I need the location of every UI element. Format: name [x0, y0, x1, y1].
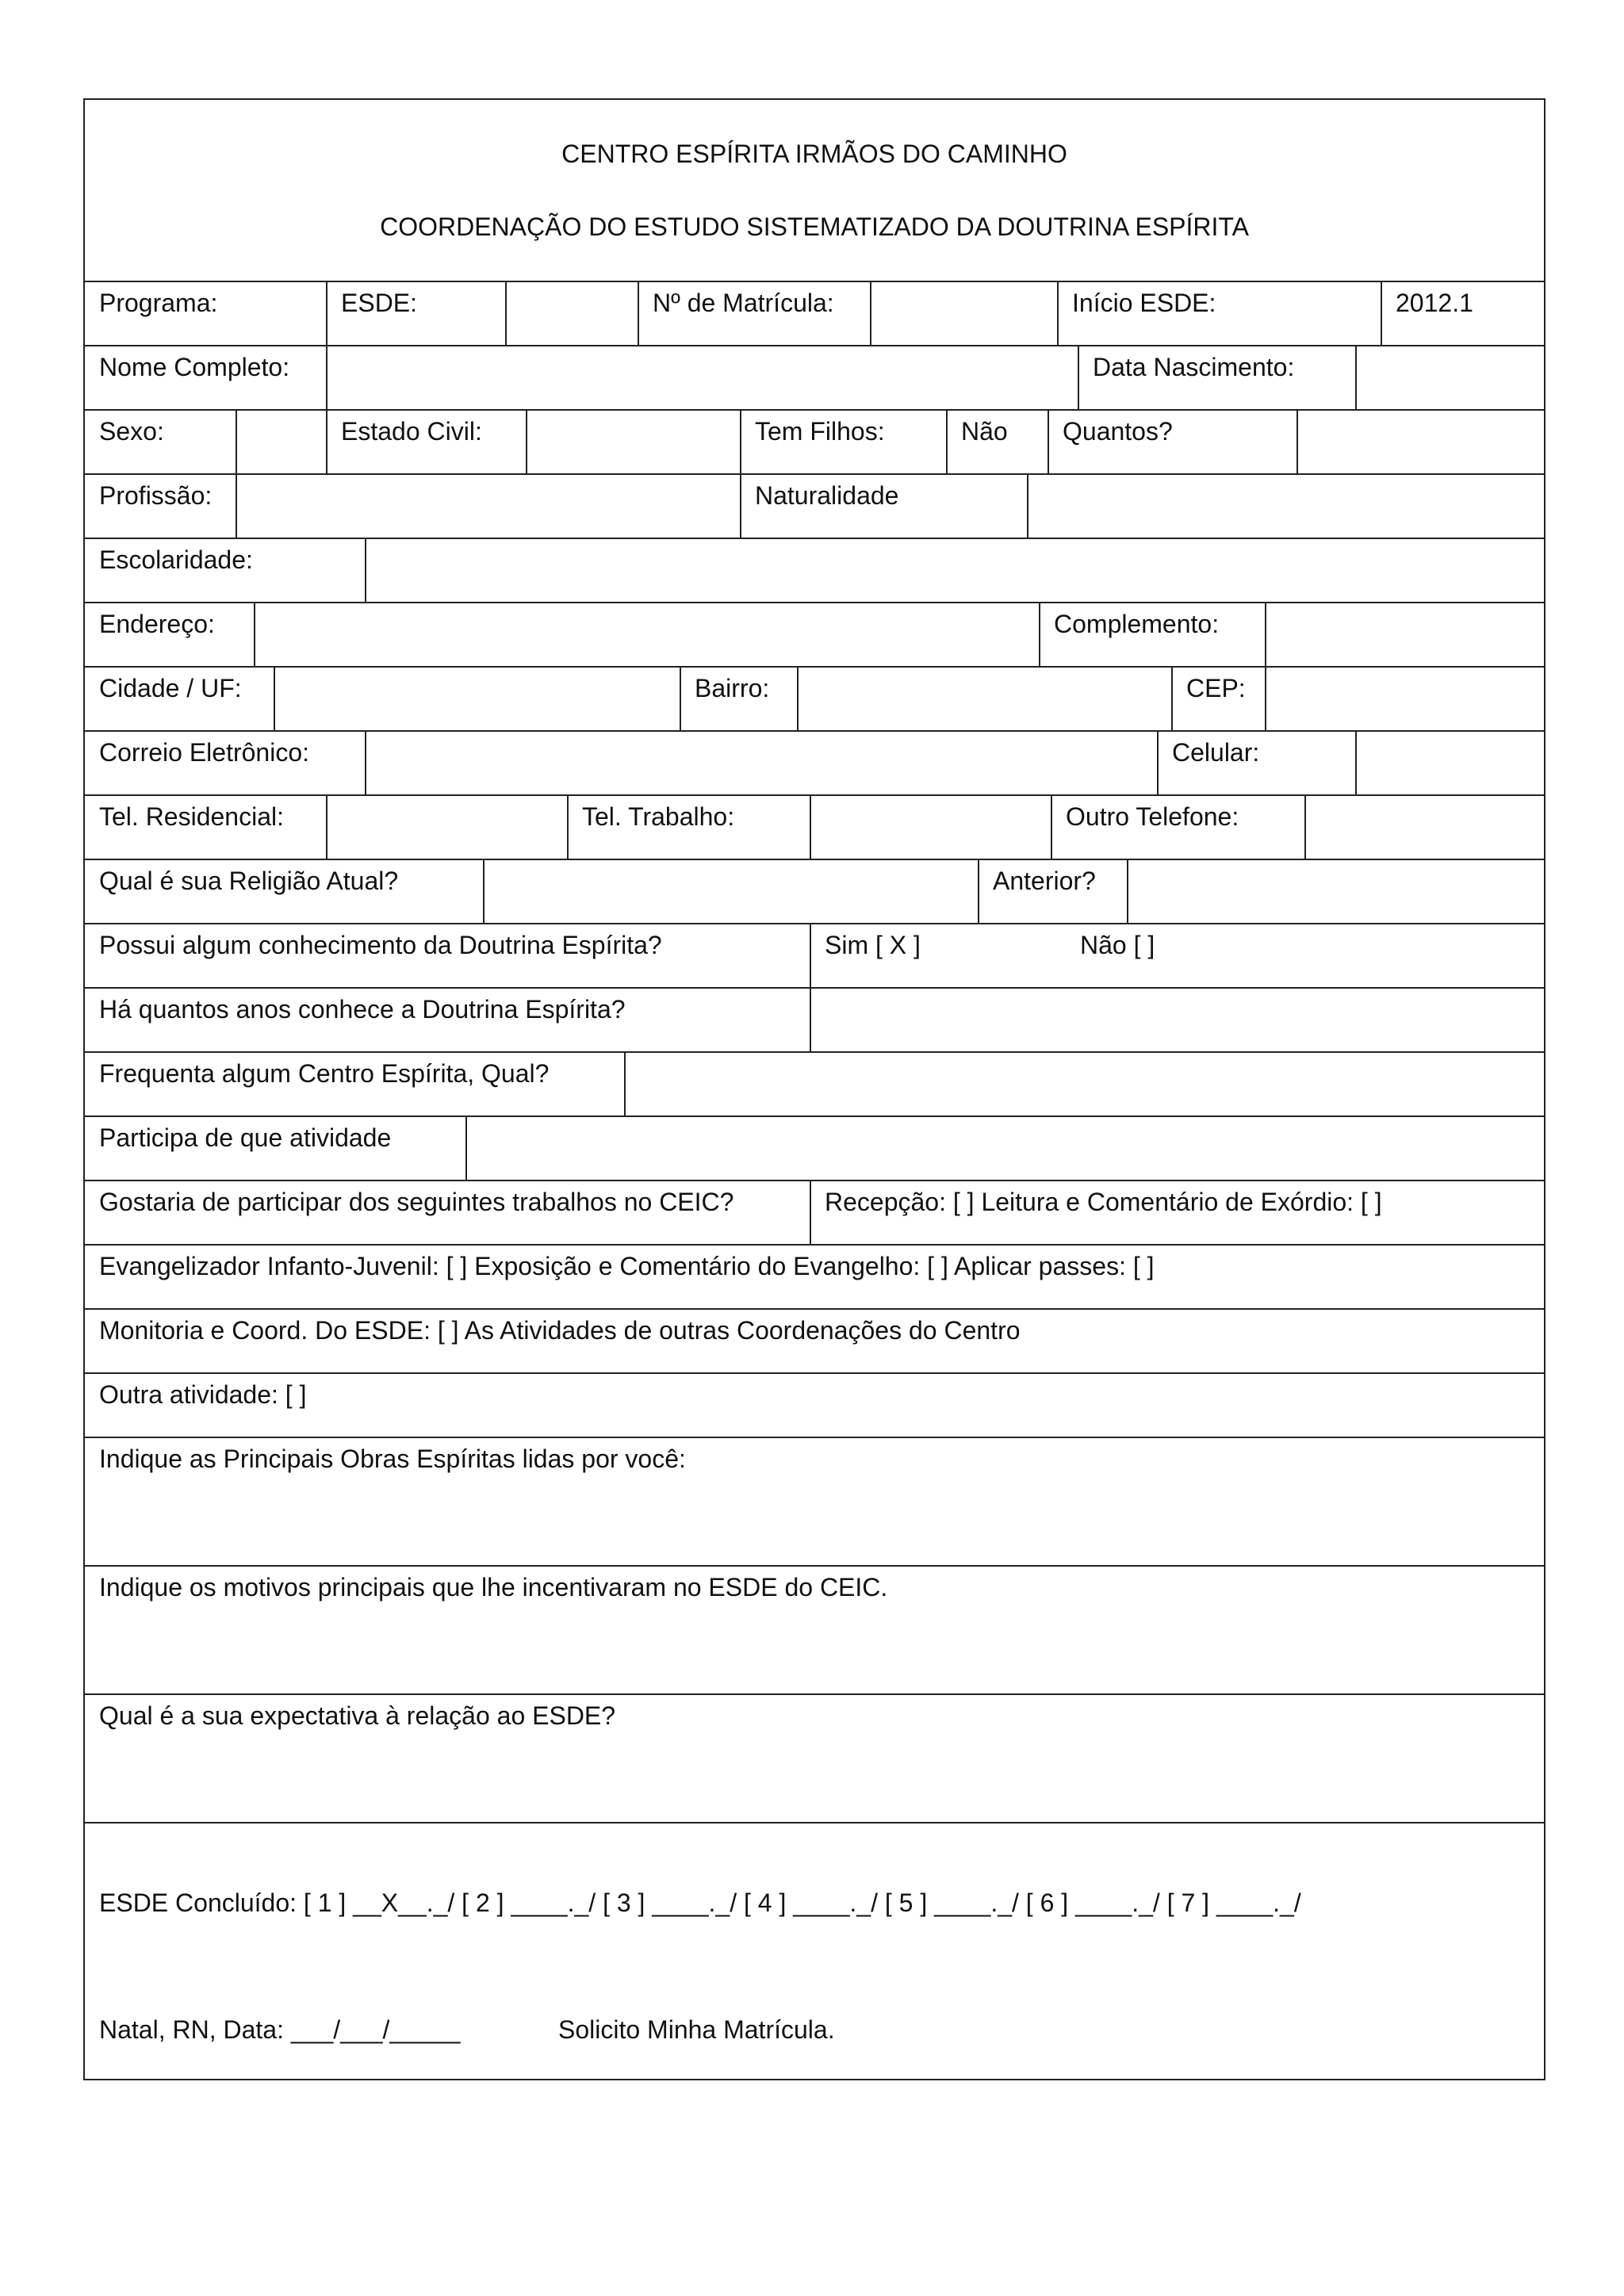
- cell-divider: [1304, 794, 1306, 859]
- label-expectativa: Qual é a sua expectativa à relação ao ESDE?: [99, 1701, 616, 1730]
- cell-divider: [810, 987, 811, 1051]
- cell-divider: [236, 409, 237, 473]
- label-nome: Nome Completo:: [99, 353, 290, 381]
- label-programa: Programa:: [99, 289, 218, 317]
- label-quantos: Quantos?: [1063, 417, 1173, 446]
- data-local: Natal, RN, Data: ___/___/_____: [99, 2015, 461, 2044]
- row-divider: [85, 1693, 1544, 1695]
- label-obras: Indique as Principais Obras Espíritas lidas por você:: [99, 1445, 686, 1473]
- options-outra[interactable]: Outra atividade: [ ]: [99, 1380, 307, 1409]
- cell-divider: [1078, 345, 1079, 409]
- label-data-nascimento: Data Nascimento:: [1093, 353, 1295, 381]
- cell-divider: [978, 859, 979, 923]
- label-participa: Participa de que atividade: [99, 1123, 392, 1152]
- cell-divider: [1048, 409, 1049, 473]
- cell-divider: [797, 666, 799, 730]
- cell-divider: [1171, 666, 1173, 730]
- row-divider: [85, 1051, 1544, 1053]
- row-divider: [85, 1822, 1544, 1823]
- cell-divider: [365, 538, 366, 602]
- cell-divider: [638, 281, 639, 345]
- label-frequenta: Frequenta algum Centro Espírita, Qual?: [99, 1059, 550, 1088]
- label-sexo: Sexo:: [99, 417, 164, 446]
- cell-divider: [1297, 409, 1298, 473]
- coord-title: COORDENAÇÃO DO ESTUDO SISTEMATIZADO DA DOUTRINA ESPÍRITA: [380, 212, 1249, 241]
- label-escolaridade: Escolaridade:: [99, 545, 253, 574]
- label-motivos: Indique os motivos principais que lhe incentivaram no ESDE do CEIC.: [99, 1573, 888, 1601]
- cell-divider: [1027, 473, 1028, 538]
- checkbox-nao[interactable]: Não [ ]: [1080, 931, 1155, 959]
- row-divider: [85, 794, 1544, 796]
- org-title: CENTRO ESPÍRITA IRMÃOS DO CAMINHO: [561, 140, 1067, 168]
- label-anterior: Anterior?: [993, 867, 1096, 895]
- label-email: Correio Eletrônico:: [99, 738, 309, 767]
- row-divider: [85, 473, 1544, 475]
- row-divider: [85, 1565, 1544, 1567]
- cell-divider: [740, 473, 741, 538]
- label-gostaria: Gostaria de participar dos seguintes trabalhos no CEIC?: [99, 1188, 734, 1216]
- cell-divider: [1057, 281, 1059, 345]
- label-naturalidade: Naturalidade: [755, 481, 899, 510]
- cell-divider: [526, 409, 527, 473]
- label-cep: CEP:: [1186, 674, 1246, 702]
- row-divider: [85, 1115, 1544, 1117]
- label-esde: ESDE:: [341, 289, 418, 317]
- row-divider: [85, 281, 1544, 282]
- cell-divider: [326, 281, 327, 345]
- row-divider: [85, 1244, 1544, 1246]
- label-inicio-esde: Início ESDE:: [1072, 289, 1216, 317]
- cell-divider: [810, 923, 811, 987]
- label-religiao: Qual é sua Religião Atual?: [99, 867, 399, 895]
- cell-divider: [740, 409, 741, 473]
- cell-divider: [1381, 281, 1382, 345]
- cell-divider: [1355, 730, 1357, 794]
- options-monitoria[interactable]: Monitoria e Coord. Do ESDE: [ ] As Atividades de outras Coordenações do Centro: [99, 1316, 1021, 1345]
- cell-divider: [326, 794, 327, 859]
- row-divider: [85, 923, 1544, 924]
- label-endereco: Endereço:: [99, 610, 215, 638]
- registration-form: [83, 98, 1545, 2080]
- label-estado-civil: Estado Civil:: [341, 417, 482, 446]
- label-tel-trabalho: Tel. Trabalho:: [582, 802, 735, 831]
- options-evangelizador[interactable]: Evangelizador Infanto-Juvenil: [ ] Exposição e Comentário do Evangelho: [ ] Aplicar passes: [ ]: [99, 1252, 1155, 1280]
- cell-divider: [624, 1051, 626, 1115]
- label-profissao: Profissão:: [99, 481, 213, 510]
- tem-filhos-nao: Não: [961, 417, 1008, 446]
- row-divider: [85, 345, 1544, 346]
- label-cidade-uf: Cidade / UF:: [99, 674, 242, 702]
- cell-divider: [567, 794, 569, 859]
- cell-divider: [365, 730, 366, 794]
- row-divider: [85, 859, 1544, 860]
- row-divider: [85, 1437, 1544, 1438]
- cell-divider: [1157, 730, 1159, 794]
- cell-divider: [946, 409, 948, 473]
- cell-divider: [810, 1180, 811, 1244]
- checkbox-sim[interactable]: Sim [ X ]: [825, 931, 921, 959]
- esde-concluido: ESDE Concluído: [ 1 ] __X__._/ [ 2 ] ____._/ [ 3 ] ____._/ [ 4 ] ____._/ [ 5 ] ____._/ [ 6 ] ____._/ [ 7 ] ____._/: [99, 1888, 1301, 1917]
- row-divider: [85, 602, 1544, 603]
- cell-divider: [1051, 794, 1052, 859]
- cell-divider: [236, 473, 237, 538]
- cell-divider: [326, 345, 327, 409]
- row-divider: [85, 538, 1544, 539]
- label-celular: Celular:: [1172, 738, 1260, 767]
- label-complemento: Complemento:: [1054, 610, 1220, 638]
- cell-divider: [810, 794, 811, 859]
- label-outro-telefone: Outro Telefone:: [1066, 802, 1239, 831]
- label-matricula: Nº de Matrícula:: [653, 289, 834, 317]
- cell-divider: [505, 281, 507, 345]
- label-anos: Há quantos anos conhece a Doutrina Espírita?: [99, 995, 626, 1024]
- row-divider: [85, 987, 1544, 989]
- cell-divider: [465, 1115, 467, 1180]
- label-bairro: Bairro:: [695, 674, 770, 702]
- cell-divider: [1265, 666, 1266, 730]
- row-divider: [85, 1372, 1544, 1374]
- cell-divider: [483, 859, 485, 923]
- label-conhecimento: Possui algum conhecimento da Doutrina Espírita?: [99, 931, 662, 959]
- row-divider: [85, 409, 1544, 411]
- cell-divider: [274, 666, 275, 730]
- cell-divider: [1265, 602, 1266, 666]
- cell-divider: [254, 602, 255, 666]
- label-tel-residencial: Tel. Residencial:: [99, 802, 284, 831]
- cell-divider: [326, 409, 327, 473]
- solicito-matricula: Solicito Minha Matrícula.: [558, 2015, 835, 2044]
- inicio-esde-value: 2012.1: [1396, 289, 1473, 317]
- cell-divider: [1127, 859, 1128, 923]
- cell-divider: [1039, 602, 1040, 666]
- row-divider: [85, 1308, 1544, 1310]
- options-recepcao[interactable]: Recepção: [ ] Leitura e Comentário de Exórdio: [ ]: [825, 1188, 1382, 1216]
- cell-divider: [1355, 345, 1357, 409]
- cell-divider: [680, 666, 681, 730]
- cell-divider: [870, 281, 871, 345]
- row-divider: [85, 730, 1544, 732]
- row-divider: [85, 1180, 1544, 1181]
- row-divider: [85, 666, 1544, 668]
- label-tem-filhos: Tem Filhos:: [755, 417, 885, 446]
